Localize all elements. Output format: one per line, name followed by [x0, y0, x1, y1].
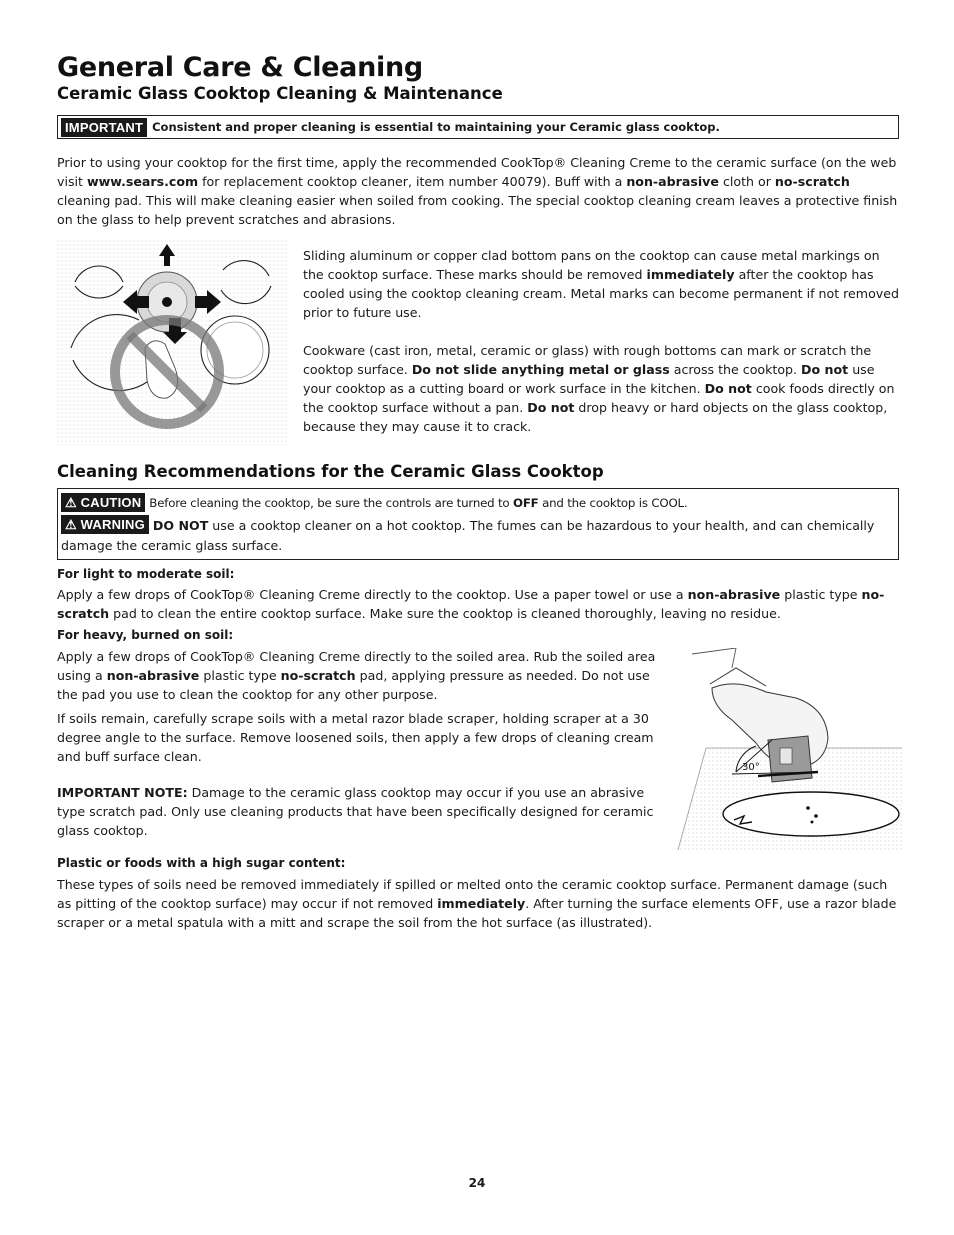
heavy-soil-paragraph — [57, 647, 657, 704]
section-subtitle: Ceramic Glass Cooktop Cleaning & Maintenance — [57, 84, 503, 103]
sliding-pans-paragraph — [303, 246, 901, 322]
light-text-1: Apply a few drops of CookTop® Cleaning Creme directly to the cooktop. Use a paper towel or use a — [57, 587, 688, 602]
sugar-bold-1: immediately — [437, 896, 526, 911]
important-note-paragraph — [57, 783, 657, 840]
intro-text-1: Prior to using your cooktop for the first time, apply the recommended CookTop® Cleaning Creme to the ceramic surface (on the web visit — [57, 155, 897, 189]
cookware-text-1: Cookware (cast iron, metal, ceramic or glass) with rough bottoms can mark or scratch the cooktop surface. — [303, 343, 872, 377]
scrape-paragraph: If soils remain, carefully scrape soils with a metal razor blade scraper, holding scraper at a 30 degree angle to the surface. Remove loosened soils, then apply a few drops of cleaning cream and buff surface clean. — [57, 711, 654, 764]
warning-do-not: DO NOT — [152, 518, 209, 533]
razor-scraper-illustration — [676, 648, 902, 852]
cookware-bold-3: Do not — [704, 381, 752, 396]
heavy-bold-2: no-scratch — [280, 668, 356, 683]
caution-text-2: and the cooktop is COOL. — [538, 495, 688, 510]
warning-text: use a cooktop cleaner on a hot cooktop. The fumes can be hazardous to your health, and can chemically damage the ceramic glass surface. — [61, 518, 875, 553]
cookware-paragraph — [303, 341, 901, 436]
important-message: Consistent and proper cleaning is essential to maintaining your Ceramic glass cooktop. — [152, 120, 720, 134]
sears-website-link: www.sears.com — [86, 174, 199, 189]
intro-text-2: for replacement cooktop cleaner, item number 40079). Buff with a — [198, 174, 627, 189]
sugar-text-2: . After turning the surface elements OFF, use a razor blade scraper or a metal spatula with a mitt and scrape the soil from the hot surface (as illustrated). — [57, 896, 897, 930]
intro-bold-1: non-abrasive — [626, 174, 719, 189]
heavy-text-3: pad, applying pressure as needed. Do not use the pad you use to clean the cooktop for any other purpose. — [57, 668, 650, 702]
cookware-text-3: use your cooktop as a cutting board or work surface in the kitchen. — [303, 362, 875, 396]
heavy-soil-label: For heavy, burned on soil: — [57, 628, 234, 642]
light-bold-2: no-scratch — [57, 587, 885, 621]
cookware-bold-1: Do not slide anything metal or glass — [411, 362, 670, 377]
caution-badge-label: CAUTION — [80, 495, 142, 510]
sugar-content-label: Plastic or foods with a high sugar content: — [57, 856, 346, 870]
sliding-text-2: after the cooktop has cooled using the cooktop cleaning cream. Metal marks can become permanent if not removed prior to future use. — [303, 267, 899, 320]
important-note-text: Damage to the ceramic glass cooktop may occur if you use an abrasive type scratch pad. Only use cleaning products that have been specifically designed for ceramic glass cooktop. — [57, 785, 654, 838]
light-soil-label: For light to moderate soil: — [57, 567, 235, 581]
warning-line — [61, 515, 895, 556]
intro-text-3: cloth or — [718, 174, 775, 189]
cookware-text-5: drop heavy or hard objects on the glass cooktop, because they may cause it to crack. — [303, 400, 888, 434]
sugar-text-1: These types of soils need be removed immediately if spilled or melted onto the ceramic cooktop surface. Permanent damage (such as pitting of the cooktop surface) may occur if not removed — [57, 877, 888, 911]
page-title: General Care & Cleaning — [57, 52, 423, 83]
caution-message — [149, 496, 687, 510]
important-badge: IMPORTANT — [61, 118, 147, 137]
light-text-2: plastic type — [780, 587, 862, 602]
cleaning-recommendations-heading: Cleaning Recommendations for the Ceramic Glass Cooktop — [57, 462, 604, 481]
caution-warning-box — [57, 488, 899, 560]
caution-bold-off: OFF — [512, 495, 539, 510]
sliding-text-1: Sliding aluminum or copper clad bottom pans on the cooktop can cause metal markings on the cooktop surface. These marks should be removed — [303, 248, 880, 282]
intro-text-4: cleaning pad. This will make cleaning easier when soiled from cooking. The special cooktop cleaning cream leaves a protective finish on the glass to help prevent scratches and abrasions. — [57, 193, 898, 227]
caution-badge — [61, 493, 145, 512]
important-notice — [57, 115, 899, 139]
warning-triangle-icon: ⚠ — [65, 517, 77, 532]
no-sliding-pans-illustration — [57, 240, 287, 445]
cookware-text-4: cook foods directly on the cooktop surface without a pan. — [303, 381, 895, 415]
page-number: 24 — [468, 1176, 486, 1190]
light-soil-paragraph — [57, 585, 899, 623]
scraper-angle-label: 30° — [742, 762, 760, 773]
intro-paragraph — [57, 153, 899, 229]
important-note-label: IMPORTANT NOTE: — [57, 785, 188, 800]
heavy-text-2: plastic type — [199, 668, 281, 683]
warning-triangle-icon: ⚠ — [65, 495, 77, 510]
cookware-bold-2: Do not — [801, 362, 849, 377]
intro-bold-2: no-scratch — [774, 174, 850, 189]
warning-badge — [61, 515, 149, 534]
light-bold-1: non-abrasive — [687, 587, 781, 602]
cookware-text-2: across the cooktop. — [669, 362, 802, 377]
heavy-bold-1: non-abrasive — [106, 668, 200, 683]
warning-badge-label: WARNING — [80, 517, 145, 532]
caution-line — [61, 493, 687, 512]
heavy-text-1: Apply a few drops of CookTop® Cleaning Creme directly to the soiled area. Rub the soiled area using a — [57, 649, 656, 683]
sliding-bold-1: immediately — [646, 267, 735, 282]
caution-text-1: Before cleaning the cooktop, be sure the controls are turned to — [149, 495, 513, 510]
sugar-content-paragraph — [57, 875, 899, 932]
light-text-3: pad to clean the entire cooktop surface. Make sure the cooktop is cleaned thoroughly, leaving no residue. — [109, 606, 781, 621]
cookware-bold-4: Do not — [527, 400, 575, 415]
